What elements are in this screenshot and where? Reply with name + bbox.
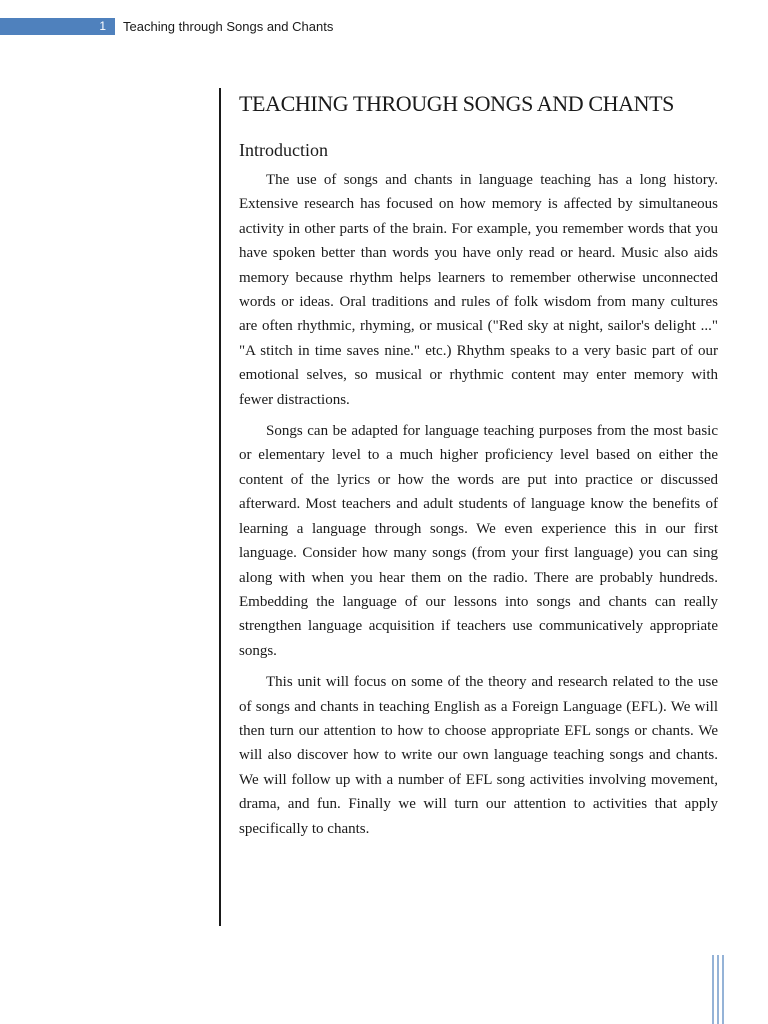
corner-line (722, 955, 724, 1024)
margin-rule (219, 88, 221, 926)
body-paragraph: The use of songs and chants in language teaching has a long history. Extensive research has focused on how memory is affected by simultaneous activity in other parts of the brain. For example, you remember words that you have spoken better than words you have only read or heard. Music also aids memory because rhythm helps learners to remember otherwise unconnected words or ideas. Oral traditions and rules of folk wisdom from many cultures are often rhythmic, rhyming, or musical ("Red sky at night, sailor's delight ..." "A stitch in time saves nine." etc.) Rhythm speaks to a very basic part of our emotional selves, so musical or rhythmic content may enter memory with fewer distractions. (239, 172, 718, 408)
corner-line (717, 955, 719, 1024)
page-number-tab (0, 18, 115, 35)
page-number: 1 (99, 19, 106, 33)
running-header-title: Teaching through Songs and Chants (123, 19, 334, 34)
page-content (239, 88, 718, 848)
document-title: TEACHING THROUGH SONGS AND CHANTS (239, 91, 674, 116)
decorative-corner-lines (712, 955, 724, 1024)
body-paragraph: This unit will focus on some of the theory and research related to the use of songs and chants in teaching English as a Foreign Language (EFL). We will then turn our attention to how to choose appropriate EFL songs or chants. We will also discover how to write our own language teaching songs and chants. We will follow up with a number of EFL song activities involving movement, drama, and fun. Finally we will turn our attention to activities that apply specifically to chants. (239, 674, 718, 837)
body-paragraph: Songs can be adapted for language teaching purposes from the most basic or elementary level to a much higher proficiency level based on either the content of the lyrics or how the words are put into practice or discussed afterward. Most teachers and adult students of language know the benefits of learning a language through songs. We even experience this in our first language. Consider how many songs (from your first language) you can sing along with when you hear them on the radio. There are probably hundreds. Embedding the language of our lessons into songs and chants can really strengthen language acquisition if teachers use communicatively appropriate songs. (239, 423, 718, 659)
corner-line (712, 955, 714, 1024)
section-heading: Introduction (239, 140, 328, 160)
